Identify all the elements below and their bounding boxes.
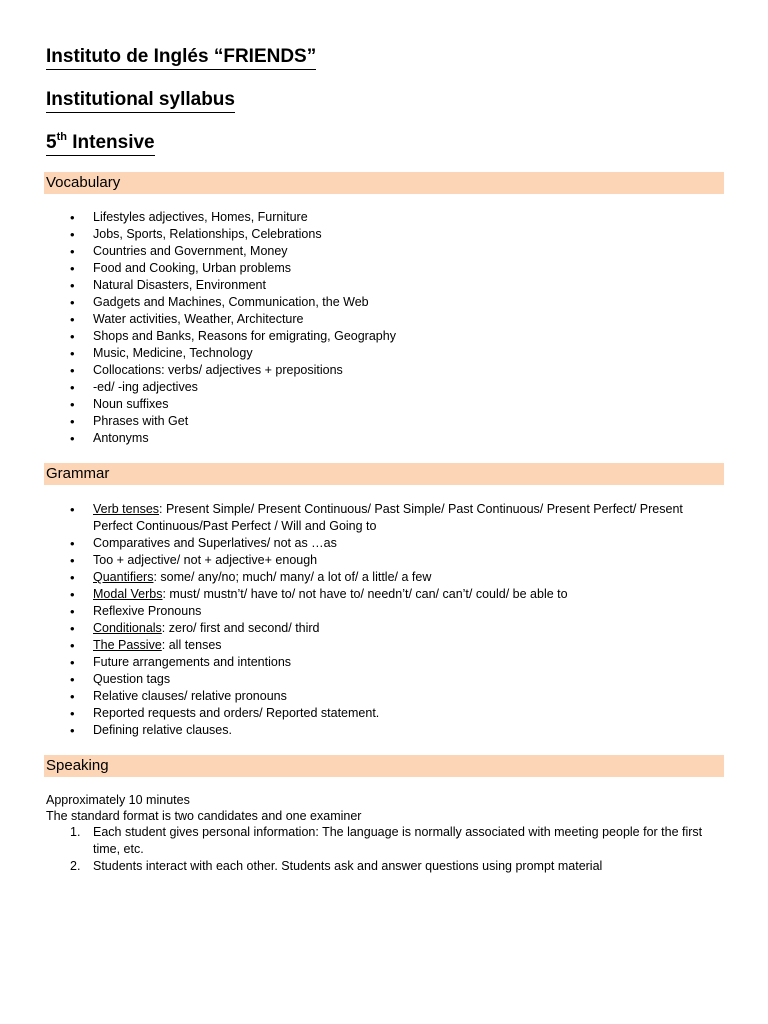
list-number: 2. <box>70 859 81 873</box>
list-item <box>46 535 724 552</box>
grammar-item-text: : all tenses <box>161 638 222 652</box>
list-item: • Natural Disasters, Environment <box>46 277 724 294</box>
list-item: • Collocations: verbs/ adjectives + prepositions <box>46 362 724 379</box>
grammar-item-text: Future arrangements and intentions <box>93 655 292 669</box>
list-item: • Phrases with Get <box>46 413 724 430</box>
list-item: • Countries and Government, Money <box>46 243 724 260</box>
list-item: • Shops and Banks, Reasons for emigrating, Geography <box>46 328 724 345</box>
grammar-heading: Grammar <box>44 463 724 485</box>
list-item <box>46 824 724 858</box>
grammar-item-text: : zero/ first and second/ third <box>161 621 320 635</box>
list-item: • Antonyms <box>46 430 724 447</box>
list-item <box>46 688 724 705</box>
list-item: • Lifestyles adjectives, Homes, Furniture <box>46 209 724 226</box>
institute-title: Instituto de Inglés “FRIENDS” <box>46 45 316 70</box>
speaking-list <box>46 824 724 875</box>
grammar-item-label: Modal Verbs <box>93 587 163 601</box>
list-item: • Gadgets and Machines, Communication, the Web <box>46 294 724 311</box>
list-item <box>46 654 724 671</box>
grammar-item-text: : Present Simple/ Present Continuous/ Past Simple/ Past Continuous/ Present Perfect/ Present Perfect Continuous/Past Perfect / Will and Going to <box>93 502 683 533</box>
grammar-item-label: Conditionals <box>93 621 162 635</box>
grammar-item-label: The Passive <box>93 638 162 652</box>
level-ordinal-suffix: th <box>56 130 67 143</box>
list-item <box>46 858 724 875</box>
grammar-item-text: : some/ any/no; much/ many/ a lot of/ a little/ a few <box>153 570 432 584</box>
grammar-item-text: : must/ mustn’t/ have to/ not have to/ needn’t/ can/ can’t/ could/ be able to <box>162 587 568 601</box>
list-item: • Noun suffixes <box>46 396 724 413</box>
list-item: • -ed/ -ing adjectives <box>46 379 724 396</box>
list-item: • Water activities, Weather, Architecture <box>46 311 724 328</box>
list-item: • Music, Medicine, Technology <box>46 345 724 362</box>
list-item <box>46 671 724 688</box>
list-item <box>46 569 724 586</box>
grammar-item-text: Reflexive Pronouns <box>93 604 202 618</box>
vocabulary-list <box>46 209 724 447</box>
level-title <box>46 131 155 156</box>
list-item: • Food and Cooking, Urban problems <box>46 260 724 277</box>
list-item: • Jobs, Sports, Relationships, Celebrations <box>46 226 724 243</box>
list-item <box>46 603 724 620</box>
grammar-item-text: Defining relative clauses. <box>93 723 232 737</box>
grammar-item-text: Too + adjective/ not + adjective+ enough <box>93 553 318 567</box>
list-number: 1. <box>70 825 81 839</box>
grammar-item-text: Question tags <box>93 672 171 686</box>
list-item <box>46 501 724 535</box>
list-item <box>46 722 724 739</box>
list-item <box>46 637 724 654</box>
list-item <box>46 586 724 603</box>
speaking-item-text: Students interact with each other. Students ask and answer questions using prompt material <box>93 859 603 873</box>
grammar-item-text: Comparatives and Superlatives/ not as …as <box>93 536 337 550</box>
grammar-item-label: Quantifiers <box>93 570 154 584</box>
list-item <box>46 620 724 637</box>
level-name: Intensive <box>66 132 155 153</box>
grammar-item-text: Reported requests and orders/ Reported statement. <box>93 706 380 720</box>
list-item <box>46 552 724 569</box>
speaking-duration: Approximately 10 minutes <box>46 793 190 807</box>
speaking-item-text: Each student gives personal information: The language is normally associated with meeting people for the first time, etc. <box>93 825 703 856</box>
list-item <box>46 705 724 722</box>
grammar-item-text: Relative clauses/ relative pronouns <box>93 689 287 703</box>
speaking-format: The standard format is two candidates and one examiner <box>46 809 362 823</box>
vocabulary-heading: Vocabulary <box>44 172 724 194</box>
speaking-heading: Speaking <box>44 755 724 777</box>
grammar-list <box>46 501 724 739</box>
level-number: 5 <box>46 132 57 153</box>
syllabus-title: Institutional syllabus <box>46 88 235 113</box>
grammar-item-label: Verb tenses <box>93 502 160 516</box>
